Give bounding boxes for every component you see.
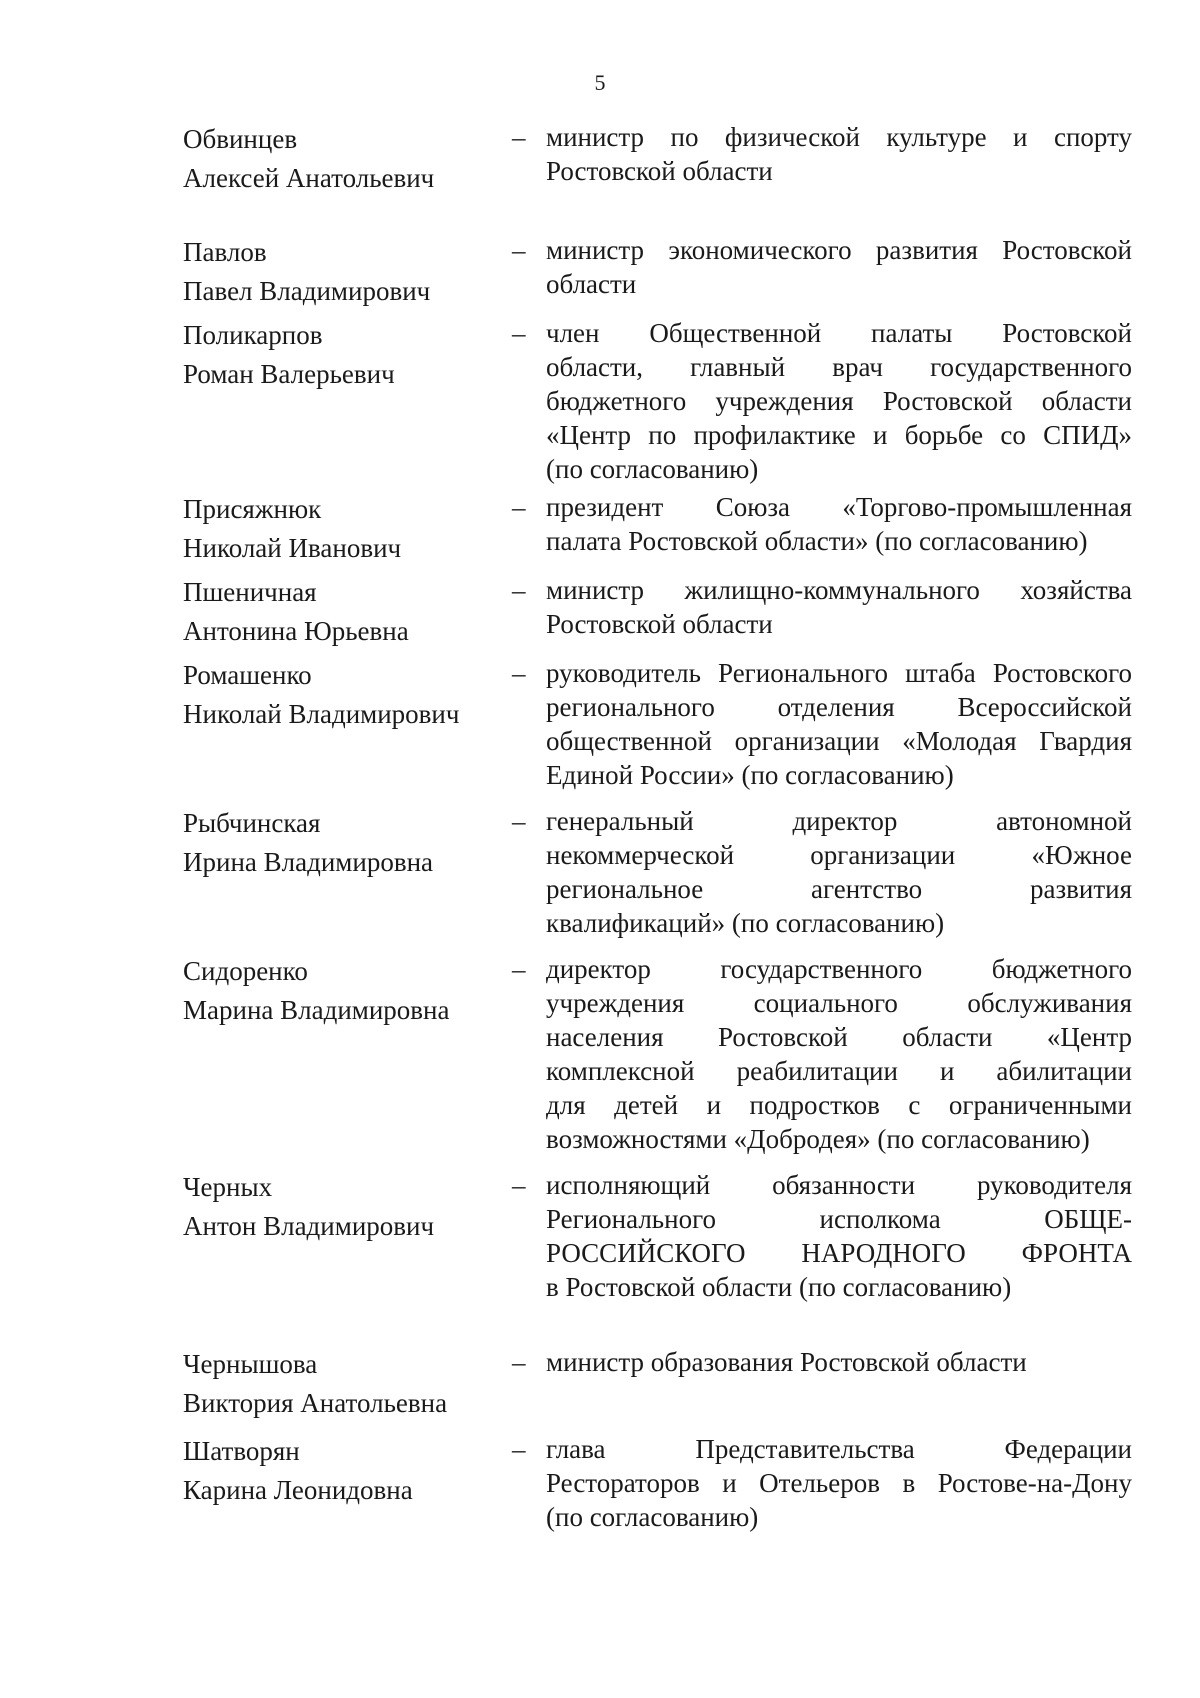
member-surname: Обвинцев [183,124,298,154]
role-line: комплексной реабилитации и абилитации [546,1056,1132,1086]
role-line: член Общественной палаты Ростовской [546,318,1132,348]
role-line: общественной организации «Молодая Гвардия [546,726,1132,756]
member-given-names: Николай Иванович [183,532,402,563]
role-line: исполняющий обязанности руководителя [546,1170,1132,1200]
member-role [546,804,1132,940]
member-surname: Шатворян [183,1436,300,1466]
member-role [546,1168,1132,1304]
role-line: (по согласованию) [546,1502,759,1532]
member-given-names: Алексей Анатольевич [183,162,435,193]
role-line: учреждения социального обслуживания [546,988,1132,1018]
member-role [546,952,1132,1156]
member-surname: Черных [183,1172,273,1202]
role-line: палата Ростовской области» (по согласованию) [546,526,1088,556]
role-line: бюджетного учреждения Ростовской области [546,386,1132,416]
role-line: населения Ростовской области «Центр [546,1022,1132,1052]
role-line: регионального отделения Всероссийской [546,692,1132,722]
member-surname: Присяжнюк [183,494,322,524]
dash-separator: – [512,658,526,688]
role-line: руководитель Регионального штаба Ростовского [546,658,1132,688]
dash-separator: – [512,122,526,152]
dash-separator: – [512,806,526,836]
member-name [183,1432,503,1509]
member-name [183,233,503,310]
member-name [183,1345,503,1422]
role-line: в Ростовской области (по согласованию) [546,1272,1012,1302]
member-given-names: Павел Владимирович [183,275,431,306]
role-line: министр экономического развития Ростовской [546,235,1132,265]
dash-separator: – [512,1170,526,1200]
dash-separator: – [512,954,526,984]
role-line: министр жилищно-коммунального хозяйства [546,575,1132,605]
member-name [183,1168,503,1245]
role-line: Ростовской области [546,609,773,639]
role-line: президент Союза «Торгово-промышленная [546,492,1132,522]
member-name [183,573,503,650]
member-name [183,952,503,1029]
role-line: квалификаций» (по согласованию) [546,908,945,938]
role-line: для детей и подростков с ограниченными [546,1090,1132,1120]
role-line: области [546,269,637,299]
member-surname: Чернышова [183,1349,318,1379]
member-surname: Ромашенко [183,660,312,690]
role-line: региональное агентство развития [546,874,1132,904]
role-line: Рестораторов и Отельеров в Ростове-на-Дону [546,1468,1132,1498]
role-line: директор государственного бюджетного [546,954,1132,984]
member-given-names: Ирина Владимировна [183,846,434,877]
member-surname: Поликарпов [183,320,323,350]
member-name [183,490,503,567]
member-surname: Пшеничная [183,577,317,607]
role-line: «Центр по профилактике и борьбе со СПИД» [546,420,1132,450]
member-name [183,656,503,733]
member-given-names: Виктория Анатольевна [183,1387,448,1418]
member-role [546,120,1132,188]
member-role [546,656,1132,792]
member-given-names: Антонина Юрьевна [183,615,409,646]
member-given-names: Марина Владимировна [183,994,450,1025]
member-role [546,233,1132,301]
member-role [546,1345,1132,1379]
dash-separator: – [512,235,526,265]
member-role [546,1432,1132,1534]
role-line: Регионального исполкома ОБЩЕ- [546,1204,1132,1234]
member-role [546,316,1132,486]
member-surname: Павлов [183,237,267,267]
member-given-names: Николай Владимирович [183,698,460,729]
member-name [183,316,503,393]
member-role [546,490,1132,558]
role-line: (по согласованию) [546,454,759,484]
role-line: возможностями «Добродея» (по согласованию) [546,1124,1090,1154]
member-name [183,804,503,881]
member-name [183,120,503,197]
role-line: некоммерческой организации «Южное [546,840,1132,870]
role-line: министр образования Ростовской области [546,1347,1027,1377]
member-surname: Сидоренко [183,956,308,986]
member-given-names: Антон Владимирович [183,1210,435,1241]
member-given-names: Роман Валерьевич [183,358,395,389]
role-line: глава Представительства Федерации [546,1434,1132,1464]
role-line: РОССИЙСКОГО НАРОДНОГО ФРОНТА [546,1238,1132,1268]
role-line: генеральный директор автономной [546,806,1132,836]
member-role [546,573,1132,641]
page-number: 5 [594,70,606,95]
dash-separator: – [512,575,526,605]
role-line: области, главный врач государственного [546,352,1132,382]
dash-separator: – [512,492,526,522]
member-surname: Рыбчинская [183,808,321,838]
dash-separator: – [512,1434,526,1464]
role-line: Ростовской области [546,156,773,186]
member-given-names: Карина Леонидовна [183,1474,413,1505]
dash-separator: – [512,1347,526,1377]
dash-separator: – [512,318,526,348]
role-line: министр по физической культуре и спорту [546,122,1132,152]
role-line: Единой России» (по согласованию) [546,760,954,790]
